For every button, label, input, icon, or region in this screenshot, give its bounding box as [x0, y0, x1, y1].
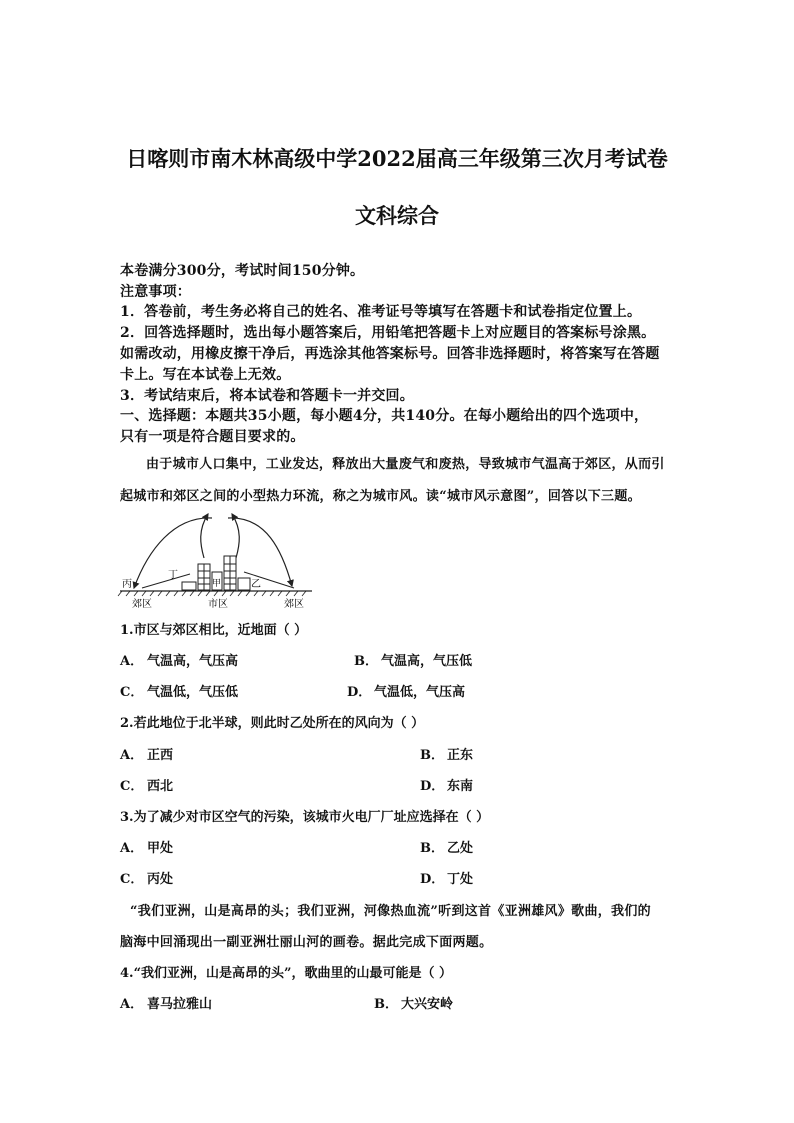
- option-d[interactable]: [420, 775, 473, 794]
- section-heading-line: 只有一项是符合题目要求的。: [120, 429, 305, 445]
- option-text: 乙处: [447, 841, 474, 856]
- option-text: 西北: [147, 779, 174, 794]
- option-a[interactable]: [120, 993, 212, 1012]
- option-text: 气温高，气压高: [147, 654, 239, 669]
- option-text: 气温低，气压高: [374, 685, 466, 700]
- option-c[interactable]: [120, 681, 238, 700]
- instruction-line: 如需改动，用橡皮擦干净后，再选涂其他答案标号。回答非选择题时，将答案写在答题: [120, 346, 660, 362]
- instruction-line: 注意事项：: [120, 284, 191, 300]
- city-wind-diagram: [112, 508, 317, 612]
- passage-line: 由于城市人口集中，工业发达，释放出大量废气和废热，导致城市气温高于郊区，从而引: [146, 457, 665, 472]
- option-text: 甲处: [147, 841, 174, 856]
- option-c[interactable]: [120, 868, 173, 887]
- option-letter: B．: [420, 841, 444, 856]
- option-letter: A．: [120, 748, 144, 763]
- option-letter: B．: [420, 748, 444, 763]
- label-yi: 乙: [251, 579, 261, 590]
- question-stem: 4.“我们亚洲，山是高昂的头”，歌曲里的山最可能是（ ）: [120, 966, 453, 981]
- option-text: 丁处: [447, 872, 474, 887]
- option-letter: B．: [374, 997, 398, 1012]
- option-d[interactable]: [347, 681, 465, 700]
- label-bing: 丙: [122, 579, 132, 590]
- label-jia: 甲: [212, 579, 222, 589]
- passage-line: “我们亚洲，山是高昂的头；我们亚洲，河像热血流”听到这首《亚洲雄风》歌曲，我们的: [130, 904, 651, 919]
- option-text: 正东: [447, 748, 474, 763]
- option-letter: A．: [120, 997, 144, 1012]
- option-text: 大兴安岭: [401, 997, 454, 1012]
- instruction-line: 1．答卷前，考生务必将自己的姓名、准考证号等填写在答题卡和试卷指定位置上。: [120, 304, 642, 320]
- section-heading-line: 一、选择题：本题共35小题，每小题4分，共140分。在每小题给出的四个选项中，: [120, 408, 649, 424]
- option-d[interactable]: [420, 868, 473, 887]
- right-ascending-arrow: [232, 514, 239, 558]
- option-letter: A．: [120, 841, 144, 856]
- exam-title: 日喀则市南木林高级中学2022届高三年级第三次月考试卷: [126, 146, 668, 171]
- passage-line: 起城市和郊区之间的小型热力环流，称之为城市风。读“城市风示意图”，回答以下三题。: [120, 489, 641, 504]
- label-suburb-right: 郊区: [284, 599, 304, 610]
- passage-line: 脑海中回涌现出一副亚洲壮丽山河的画卷。据此完成下面两题。: [120, 935, 493, 950]
- option-text: 气温低，气压低: [147, 685, 239, 700]
- instruction-line: 2．回答选择题时，选出每小题答案后，用铅笔把答题卡上对应题目的答案标号涂黑。: [120, 325, 656, 341]
- option-text: 正西: [147, 748, 174, 763]
- option-letter: B．: [354, 654, 378, 669]
- option-c[interactable]: [120, 775, 173, 794]
- question-stem: 2.若此地位于北半球，则此时乙处所在的风向为（ ）: [120, 716, 425, 731]
- question-stem: 3.为了减少对市区空气的污染，该城市火电厂厂址应选择在（ ）: [120, 810, 490, 825]
- option-letter: C．: [120, 779, 144, 794]
- option-text: 东南: [447, 779, 474, 794]
- ground-hatching: [118, 591, 306, 596]
- option-letter: D．: [420, 872, 445, 887]
- option-a[interactable]: [120, 837, 173, 856]
- option-text: 气温高，气压低: [381, 654, 473, 669]
- label-suburb-left: 郊区: [132, 599, 152, 610]
- option-a[interactable]: [120, 650, 238, 669]
- question-stem: 1.市区与郊区相比，近地面（ ）: [120, 623, 308, 638]
- instruction-line: 3．考试结束后，将本试卷和答题卡一并交回。: [120, 388, 414, 404]
- option-b[interactable]: [354, 650, 472, 669]
- option-letter: D．: [347, 685, 372, 700]
- option-text: 丙处: [147, 872, 174, 887]
- option-letter: C．: [120, 685, 144, 700]
- option-b[interactable]: [420, 744, 473, 763]
- option-b[interactable]: [420, 837, 473, 856]
- instruction-line: 本卷满分300分，考试时间150分钟。: [120, 263, 365, 279]
- left-ascending-arrow: [201, 514, 208, 558]
- label-city: 市区: [208, 599, 228, 610]
- exam-subtitle: 文科综合: [355, 203, 439, 228]
- option-b[interactable]: [374, 993, 453, 1012]
- option-letter: C．: [120, 872, 144, 887]
- instruction-line: 卡上。写在本试卷上无效。: [120, 367, 291, 383]
- option-a[interactable]: [120, 744, 173, 763]
- label-ding: 丁: [168, 570, 178, 581]
- option-text: 喜马拉雅山: [147, 997, 213, 1012]
- option-letter: D．: [420, 779, 445, 794]
- option-letter: A．: [120, 654, 144, 669]
